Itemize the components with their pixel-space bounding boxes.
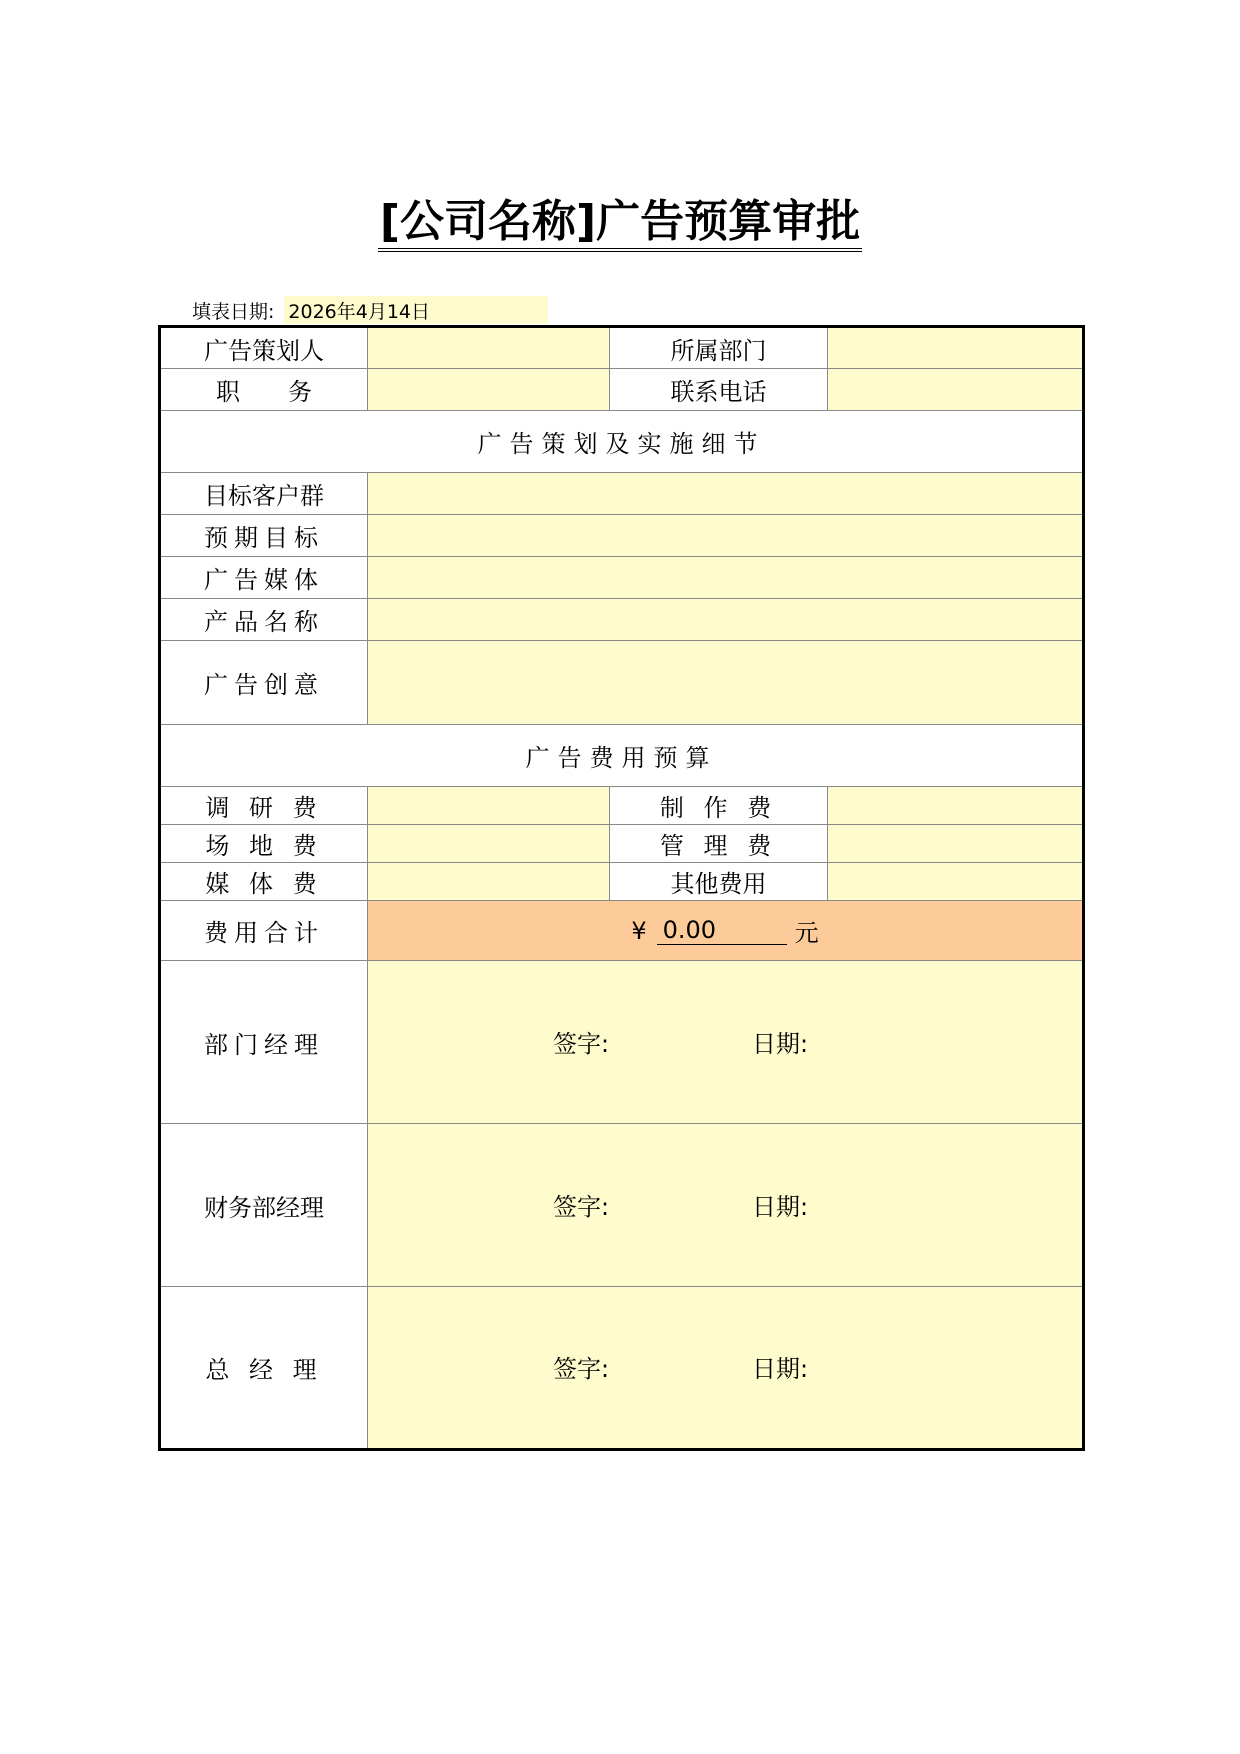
table-row bbox=[160, 825, 1084, 863]
ad-creative-field[interactable] bbox=[368, 641, 1084, 725]
dept-label: 所属部门 bbox=[610, 327, 828, 369]
table-row bbox=[160, 557, 1084, 599]
sign-label: 签字: bbox=[552, 1192, 610, 1221]
total-cost-label: 费用合计 bbox=[160, 901, 368, 961]
table-row bbox=[160, 725, 1084, 787]
table-row bbox=[160, 863, 1084, 901]
ad-creative-label: 广告创意 bbox=[160, 641, 368, 725]
fill-date-label: 填表日期: bbox=[192, 300, 275, 323]
document-title: [公司名称]广告预算审批 bbox=[378, 196, 862, 252]
total-cost-cell bbox=[368, 901, 1084, 961]
document-title-wrap bbox=[0, 196, 1240, 252]
table-row bbox=[160, 599, 1084, 641]
table-row bbox=[160, 1124, 1084, 1287]
dept-manager-signature-area[interactable] bbox=[368, 961, 1084, 1124]
total-cost-value bbox=[631, 913, 818, 948]
research-fee-field[interactable] bbox=[368, 787, 610, 825]
other-fee-field[interactable] bbox=[828, 863, 1084, 901]
date-label: 日期: bbox=[752, 1355, 809, 1383]
production-fee-field[interactable] bbox=[828, 787, 1084, 825]
other-fee-label: 其他费用 bbox=[610, 863, 828, 901]
date-label: 日期: bbox=[752, 1029, 809, 1058]
table-row bbox=[160, 787, 1084, 825]
table-row bbox=[160, 327, 1084, 369]
table-row bbox=[160, 901, 1084, 961]
finance-manager-label: 财务部经理 bbox=[160, 1124, 368, 1287]
position-label: 职 务 bbox=[160, 369, 368, 411]
table-row bbox=[160, 961, 1084, 1124]
expected-goal-field[interactable] bbox=[368, 515, 1084, 557]
table-row bbox=[160, 473, 1084, 515]
total-amount: 0.00 bbox=[657, 916, 787, 945]
dept-manager-label: 部门经理 bbox=[160, 961, 368, 1124]
date-label: 日期: bbox=[752, 1192, 809, 1221]
planner-label: 广告策划人 bbox=[160, 327, 368, 369]
product-name-field[interactable] bbox=[368, 599, 1084, 641]
ad-media-label: 广告媒体 bbox=[160, 557, 368, 599]
sign-label: 签字: bbox=[552, 1355, 610, 1383]
planner-field[interactable] bbox=[368, 327, 610, 369]
sign-label: 签字: bbox=[552, 1029, 610, 1058]
target-customers-field[interactable] bbox=[368, 473, 1084, 515]
currency-symbol: ¥ bbox=[631, 916, 647, 945]
general-manager-label: 总 经 理 bbox=[160, 1287, 368, 1450]
product-name-label: 产品名称 bbox=[160, 599, 368, 641]
target-customers-label: 目标客户群 bbox=[160, 473, 368, 515]
phone-label: 联系电话 bbox=[610, 369, 828, 411]
table-row bbox=[160, 515, 1084, 557]
production-fee-label: 制 作 费 bbox=[610, 787, 828, 825]
table-row bbox=[160, 411, 1084, 473]
research-fee-label: 调 研 费 bbox=[160, 787, 368, 825]
table-row bbox=[160, 1287, 1084, 1450]
venue-fee-field[interactable] bbox=[368, 825, 610, 863]
fill-date-row bbox=[192, 296, 548, 324]
section-planning-details: 广告策划及实施细节 bbox=[160, 411, 1084, 473]
management-fee-field[interactable] bbox=[828, 825, 1084, 863]
media-fee-label: 媒 体 费 bbox=[160, 863, 368, 901]
general-manager-signature-area[interactable] bbox=[368, 1287, 1084, 1450]
currency-unit: 元 bbox=[794, 919, 819, 947]
table-row bbox=[160, 641, 1084, 725]
section-cost-budget: 广告费用预算 bbox=[160, 725, 1084, 787]
ad-media-field[interactable] bbox=[368, 557, 1084, 599]
position-field[interactable] bbox=[368, 369, 610, 411]
fill-date-value[interactable]: 2026年4月14日 bbox=[284, 296, 548, 324]
media-fee-field[interactable] bbox=[368, 863, 610, 901]
phone-field[interactable] bbox=[828, 369, 1084, 411]
finance-manager-signature-area[interactable] bbox=[368, 1124, 1084, 1287]
dept-field[interactable] bbox=[828, 327, 1084, 369]
approval-form-table bbox=[158, 325, 1085, 1451]
management-fee-label: 管 理 费 bbox=[610, 825, 828, 863]
table-row bbox=[160, 369, 1084, 411]
expected-goal-label: 预期目标 bbox=[160, 515, 368, 557]
venue-fee-label: 场 地 费 bbox=[160, 825, 368, 863]
